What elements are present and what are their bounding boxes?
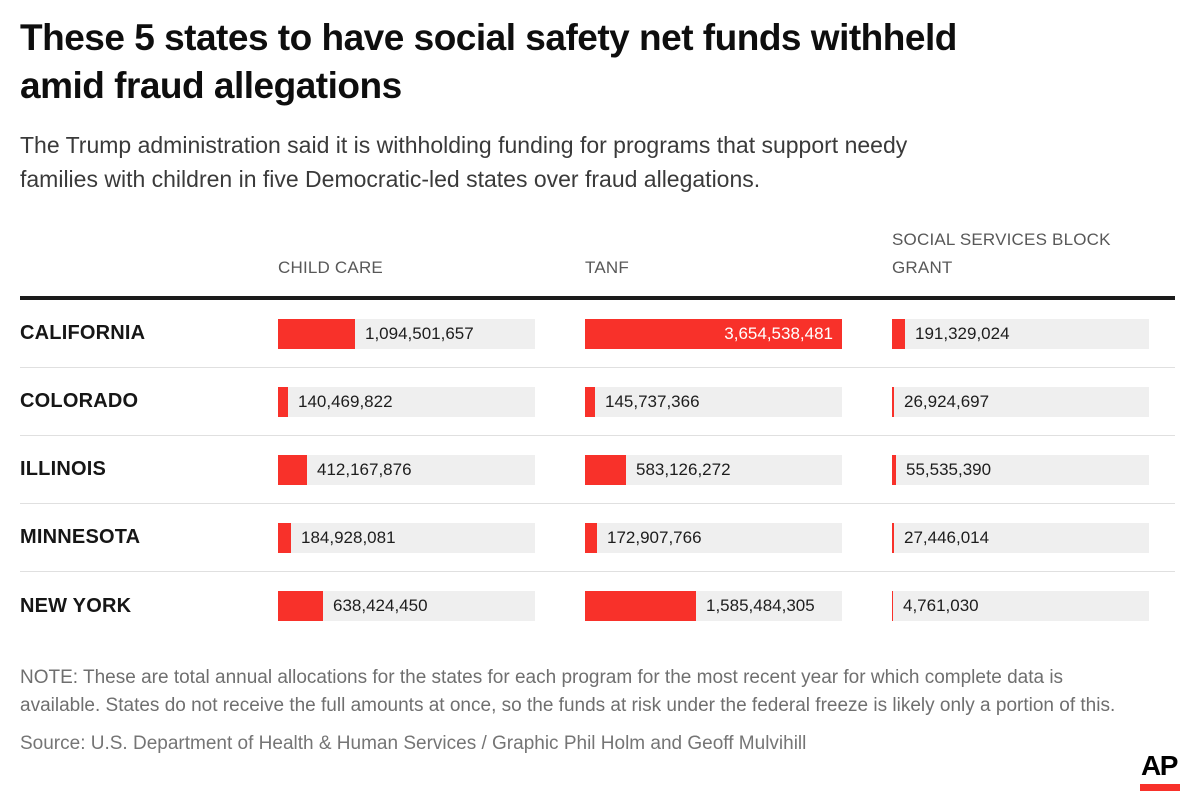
bar bbox=[892, 591, 893, 621]
bar-cell bbox=[585, 591, 842, 621]
ap-logo-text: AP bbox=[1141, 750, 1177, 781]
source-credit: Source: U.S. Department of Health & Human Services / Graphic Phil Holm and Geoff Mulvihill bbox=[20, 733, 807, 754]
bar-value: 1,585,484,305 bbox=[706, 596, 815, 615]
bar-value: 55,535,390 bbox=[906, 459, 992, 479]
bar-cell bbox=[585, 523, 842, 553]
bar-cell bbox=[585, 319, 842, 349]
bar-value: 191,329,024 bbox=[915, 323, 1010, 343]
bar-track bbox=[892, 523, 1149, 553]
state-label: COLORADO bbox=[20, 390, 139, 412]
bar-cell bbox=[278, 319, 535, 349]
bar-cell bbox=[278, 455, 535, 485]
bar-value: 4,761,030 bbox=[903, 596, 979, 615]
bar-cell bbox=[585, 387, 842, 417]
bar-track bbox=[585, 387, 842, 417]
bar-track bbox=[278, 523, 535, 553]
bar-value: 172,907,766 bbox=[607, 527, 702, 547]
bar-value: 184,928,081 bbox=[301, 527, 396, 547]
bar-track bbox=[278, 319, 535, 349]
column-header-row bbox=[20, 226, 1175, 282]
bar-value: 140,469,822 bbox=[298, 391, 393, 411]
bar-track bbox=[892, 455, 1149, 485]
bar-track bbox=[585, 523, 842, 553]
bar-value: 27,446,014 bbox=[904, 527, 990, 547]
bar-cell bbox=[278, 387, 535, 417]
title-line-1: These 5 states to have social safety net funds withheld bbox=[20, 17, 957, 58]
bar-cell bbox=[585, 455, 842, 485]
bar bbox=[892, 387, 894, 417]
bar bbox=[278, 523, 291, 553]
bar bbox=[892, 455, 896, 485]
title-line-2: amid fraud allegations bbox=[20, 65, 402, 106]
bar bbox=[585, 591, 696, 621]
column-header-child-care: CHILD CARE bbox=[278, 258, 383, 277]
bar-cell bbox=[892, 319, 1149, 349]
ap-logo-red-bar bbox=[1140, 784, 1180, 791]
bar-cell bbox=[892, 523, 1149, 553]
bar-value: 26,924,697 bbox=[904, 391, 990, 411]
footnote: NOTE: These are total annual allocations for the states for each program for the most recent year for which complete data is available. States do not receive the full amounts at once, so the funds at risk under the federal freeze is likely only a portion of this. bbox=[20, 667, 1116, 716]
table-row bbox=[20, 368, 1175, 436]
column-header-tanf: TANF bbox=[585, 258, 629, 277]
bar bbox=[278, 455, 307, 485]
state-label: NEW YORK bbox=[20, 594, 132, 617]
page-title bbox=[20, 14, 1175, 110]
bar-cell bbox=[278, 591, 535, 621]
bar-track bbox=[892, 591, 1149, 621]
state-label: MINNESOTA bbox=[20, 526, 141, 548]
bar-cell bbox=[892, 387, 1149, 417]
table-row bbox=[20, 504, 1175, 572]
bar-track bbox=[892, 319, 1149, 349]
bar-cell bbox=[892, 455, 1149, 485]
bar bbox=[585, 523, 597, 553]
bar bbox=[585, 455, 626, 485]
bar-value: 412,167,876 bbox=[317, 459, 412, 479]
bar-value: 1,094,501,657 bbox=[365, 323, 474, 343]
bar-value: 638,424,450 bbox=[333, 596, 428, 615]
bar-cell bbox=[892, 591, 1149, 621]
bar bbox=[278, 591, 323, 621]
bar-value: 3,654,538,481 bbox=[724, 323, 833, 343]
bar bbox=[278, 319, 355, 349]
subtitle-line-1: The Trump administration said it is withholding funding for programs that support needy bbox=[20, 132, 908, 158]
table-row bbox=[20, 572, 1175, 640]
chart-rows bbox=[20, 300, 1175, 640]
bar-track bbox=[278, 387, 535, 417]
state-label: CALIFORNIA bbox=[20, 322, 146, 344]
bar bbox=[585, 387, 595, 417]
subtitle bbox=[20, 128, 1175, 196]
bar bbox=[278, 387, 288, 417]
column-header-ssbg: SOCIAL SERVICES BLOCK GRANT bbox=[892, 230, 1111, 277]
bar-track bbox=[585, 319, 842, 349]
bar-value: 583,126,272 bbox=[636, 459, 731, 479]
table-row bbox=[20, 436, 1175, 504]
bar bbox=[892, 319, 905, 349]
bar-value: 145,737,366 bbox=[605, 391, 700, 411]
bar-track bbox=[585, 591, 842, 621]
bar-track bbox=[585, 455, 842, 485]
bar-track bbox=[278, 455, 535, 485]
bar-track bbox=[892, 387, 1149, 417]
bar bbox=[892, 523, 894, 553]
table-row bbox=[20, 300, 1175, 368]
bar-track bbox=[278, 591, 535, 621]
state-label: ILLINOIS bbox=[20, 458, 107, 480]
subtitle-line-2: families with children in five Democratic-led states over fraud allegations. bbox=[20, 166, 761, 192]
ap-logo bbox=[1140, 752, 1181, 791]
bar-cell bbox=[278, 523, 535, 553]
